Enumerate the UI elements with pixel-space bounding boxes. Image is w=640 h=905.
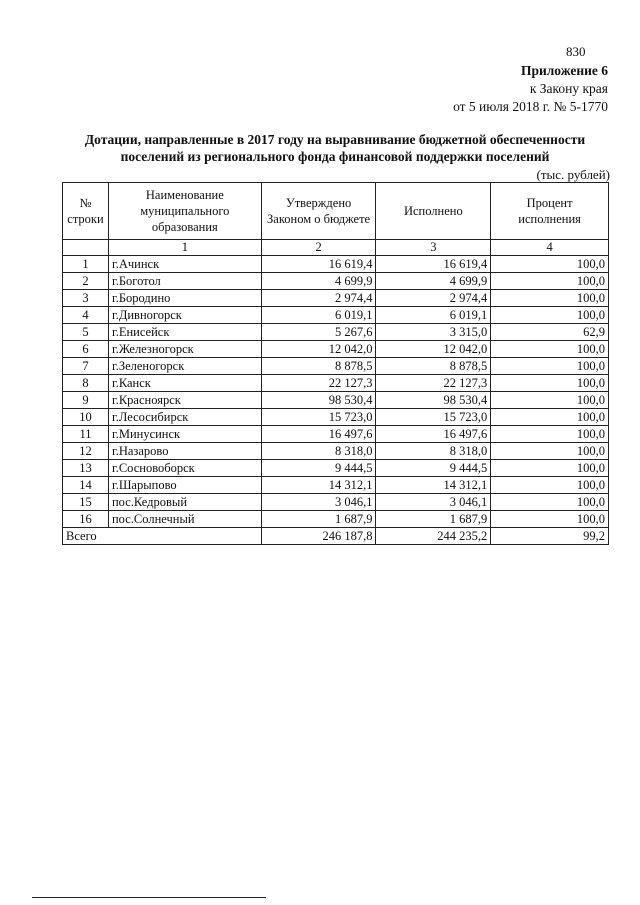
row-number-cell: 6 [63,341,109,358]
approved-cell: 6 019,1 [261,307,376,324]
approved-cell: 5 267,6 [261,324,376,341]
table-row [63,426,609,443]
municipality-cell: г.Боготол [108,273,261,290]
total-percent: 99,2 [491,528,609,545]
approved-cell: 14 312,1 [261,477,376,494]
column-number: 2 [261,240,376,256]
total-executed: 244 235,2 [376,528,491,545]
table-row [63,290,609,307]
footer-rule [32,897,266,898]
executed-cell: 3 315,0 [376,324,491,341]
page-number: 830 [566,44,586,59]
appendix-law-date: от 5 июля 2018 г. № 5-1770 [453,99,608,114]
row-number-cell: 5 [63,324,109,341]
municipality-cell: пос.Солнечный [108,511,261,528]
executed-cell: 22 127,3 [376,375,491,392]
municipality-cell: г.Енисейск [108,324,261,341]
document-title-line-1: Дотации, направленные в 2017 году на выравнивание бюджетной обеспеченности [84,132,586,147]
approved-cell: 2 974,4 [261,290,376,307]
percent-cell: 100,0 [491,426,609,443]
header-municipality: Наименование муниципального образования [108,183,261,240]
table-row [63,307,609,324]
table-header-row [63,183,609,240]
percent-cell: 100,0 [491,307,609,324]
percent-cell: 100,0 [491,392,609,409]
subsidies-table [62,182,609,545]
percent-cell: 100,0 [491,290,609,307]
table-row [63,358,609,375]
executed-cell: 12 042,0 [376,341,491,358]
table-row [63,375,609,392]
document-title-line-2: поселений из регионального фонда финансовой поддержки поселений [120,149,550,164]
municipality-cell: г.Назарово [108,443,261,460]
table-row [63,273,609,290]
approved-cell: 8 878,5 [261,358,376,375]
percent-cell: 100,0 [491,409,609,426]
executed-cell: 1 687,9 [376,511,491,528]
row-number-cell: 14 [63,477,109,494]
municipality-cell: г.Лесосибирск [108,409,261,426]
percent-cell: 100,0 [491,511,609,528]
row-number-cell: 13 [63,460,109,477]
document-title [62,131,608,165]
column-number-empty [63,240,109,256]
executed-cell: 98 530,4 [376,392,491,409]
municipality-cell: г.Зеленогорск [108,358,261,375]
municipality-cell: г.Красноярск [108,392,261,409]
percent-cell: 100,0 [491,460,609,477]
executed-cell: 4 699,9 [376,273,491,290]
row-number-cell: 1 [63,256,109,273]
table-row [63,409,609,426]
executed-cell: 6 019,1 [376,307,491,324]
executed-cell: 16 497,6 [376,426,491,443]
row-number-cell: 12 [63,443,109,460]
table-row [63,511,609,528]
header-approved: Утверждено Законом о бюджете [261,183,376,240]
row-number-cell: 3 [63,290,109,307]
executed-cell: 14 312,1 [376,477,491,494]
percent-cell: 100,0 [491,494,609,511]
row-number-cell: 4 [63,307,109,324]
municipality-cell: г.Ачинск [108,256,261,273]
executed-cell: 2 974,4 [376,290,491,307]
row-number-cell: 10 [63,409,109,426]
table-row [63,460,609,477]
table-row [63,256,609,273]
row-number-cell: 2 [63,273,109,290]
total-label: Всего [63,528,262,545]
municipality-cell: г.Бородино [108,290,261,307]
total-approved: 246 187,8 [261,528,376,545]
municipality-cell: г.Сосновоборск [108,460,261,477]
column-number: 1 [108,240,261,256]
approved-cell: 1 687,9 [261,511,376,528]
approved-cell: 12 042,0 [261,341,376,358]
row-number-cell: 11 [63,426,109,443]
header-percent: Процент исполнения [491,183,609,240]
units-note: (тыс. рублей) [536,167,610,182]
table-row [63,443,609,460]
column-number: 4 [491,240,609,256]
approved-cell: 8 318,0 [261,443,376,460]
executed-cell: 8 878,5 [376,358,491,375]
header-row-number: № строки [63,183,109,240]
table-row [63,392,609,409]
approved-cell: 16 497,6 [261,426,376,443]
executed-cell: 9 444,5 [376,460,491,477]
percent-cell: 100,0 [491,375,609,392]
header-executed: Исполнено [376,183,491,240]
percent-cell: 100,0 [491,443,609,460]
appendix-block [453,62,608,116]
executed-cell: 15 723,0 [376,409,491,426]
percent-cell: 100,0 [491,256,609,273]
percent-cell: 100,0 [491,358,609,375]
percent-cell: 100,0 [491,341,609,358]
executed-cell: 16 619,4 [376,256,491,273]
total-row [63,528,609,545]
approved-cell: 22 127,3 [261,375,376,392]
executed-cell: 3 046,1 [376,494,491,511]
table-row [63,324,609,341]
executed-cell: 8 318,0 [376,443,491,460]
percent-cell: 100,0 [491,477,609,494]
column-number: 3 [376,240,491,256]
municipality-cell: пос.Кедровый [108,494,261,511]
appendix-law-reference: к Закону края [529,81,608,96]
row-number-cell: 9 [63,392,109,409]
approved-cell: 16 619,4 [261,256,376,273]
table-row [63,494,609,511]
approved-cell: 98 530,4 [261,392,376,409]
row-number-cell: 15 [63,494,109,511]
municipality-cell: г.Канск [108,375,261,392]
approved-cell: 3 046,1 [261,494,376,511]
appendix-title: Приложение 6 [520,63,608,78]
percent-cell: 100,0 [491,273,609,290]
row-number-cell: 8 [63,375,109,392]
row-number-cell: 16 [63,511,109,528]
row-number-cell: 7 [63,358,109,375]
municipality-cell: г.Шарыпово [108,477,261,494]
municipality-cell: г.Минусинск [108,426,261,443]
approved-cell: 9 444,5 [261,460,376,477]
municipality-cell: г.Железногорск [108,341,261,358]
column-numbers-row [63,240,609,256]
approved-cell: 15 723,0 [261,409,376,426]
table-row [63,477,609,494]
table-row [63,341,609,358]
percent-cell: 62,9 [491,324,609,341]
municipality-cell: г.Дивногорск [108,307,261,324]
approved-cell: 4 699,9 [261,273,376,290]
